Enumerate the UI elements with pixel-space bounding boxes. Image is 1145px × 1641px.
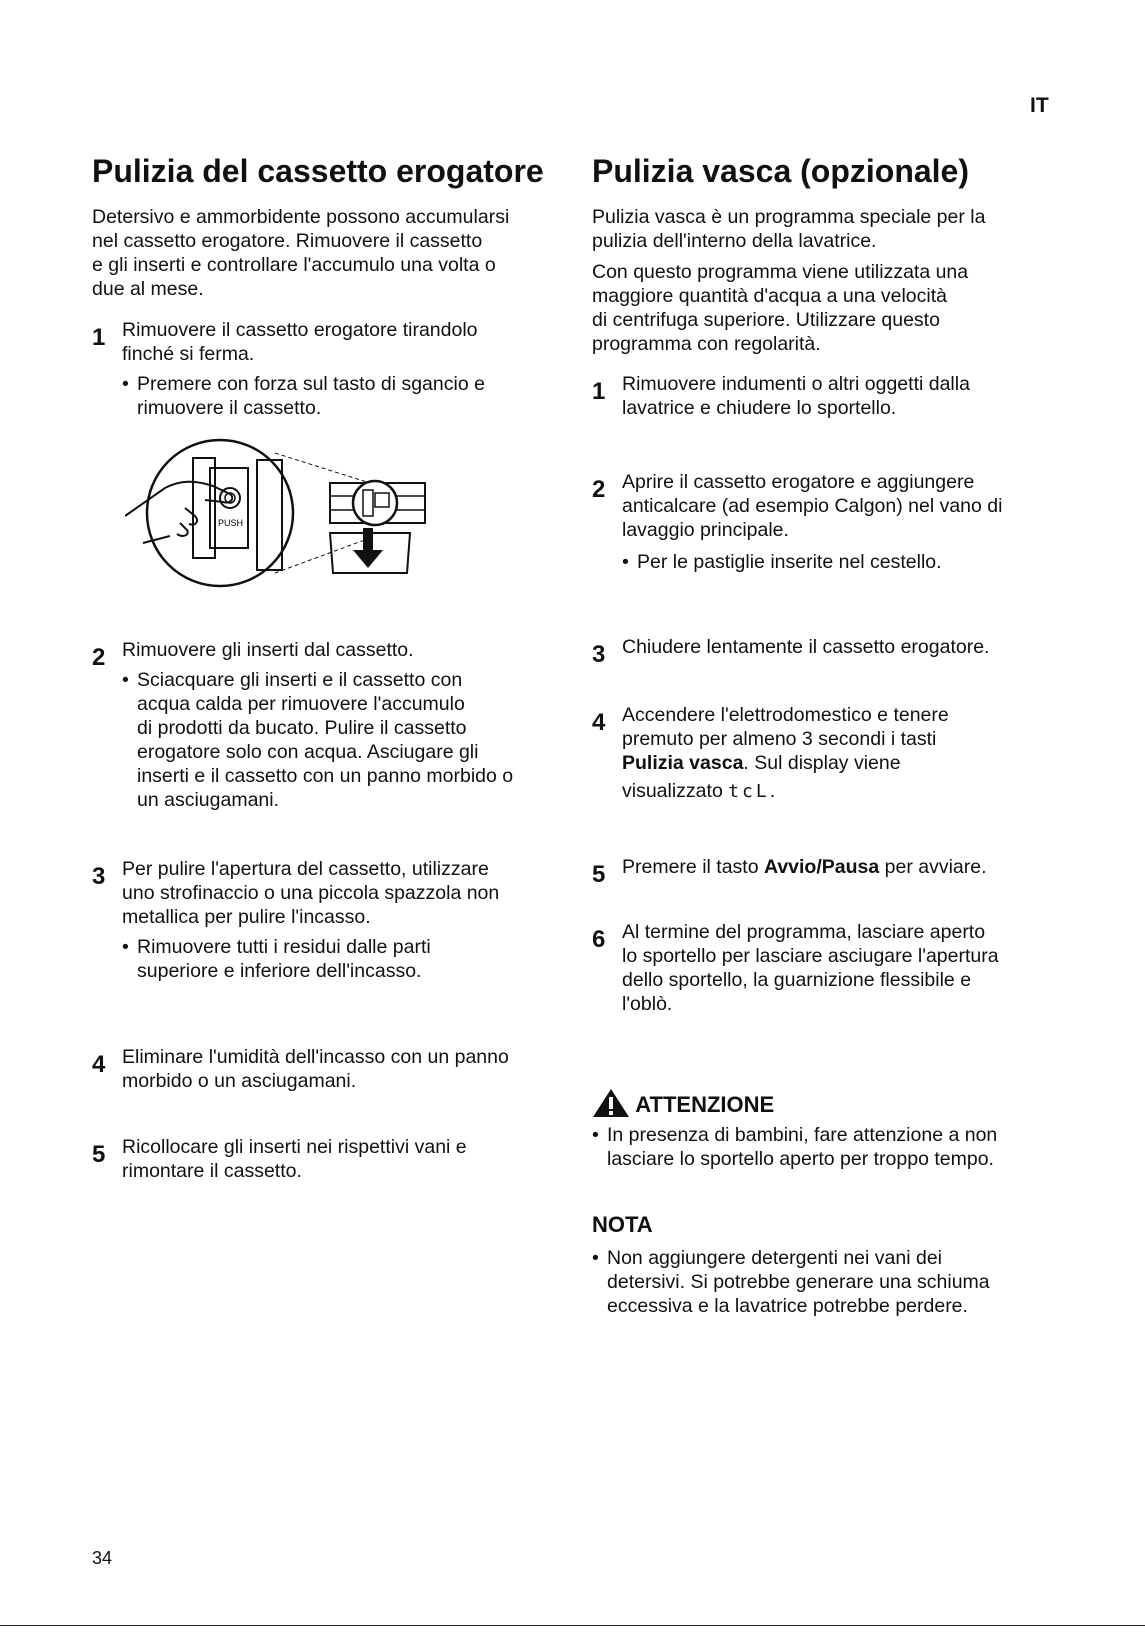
step-number: 6 (592, 926, 606, 953)
warning-title: ATTENZIONE (635, 1092, 775, 1117)
bullet-text: Per le pastiglie inserite nel cestello. (637, 551, 942, 573)
left-intro-line: nel cassetto erogatore. Rimuovere il cassetto (92, 230, 483, 252)
step-text: Rimuovere gli inserti dal cassetto. (122, 639, 414, 661)
note-title: NOTA (592, 1212, 653, 1237)
footer-divider (0, 1625, 1145, 1626)
drawer-illustration-svg (125, 438, 455, 588)
step-text: Accendere l'elettrodomestico e tenere (622, 704, 949, 726)
step-text: lavaggio principale. (622, 519, 789, 541)
left-intro (92, 205, 509, 301)
step-text: lavatrice e chiudere lo sportello. (622, 397, 897, 419)
warning-icon (592, 1088, 630, 1118)
step-text: morbido o un asciugamani. (122, 1070, 357, 1092)
display-code: tcL (728, 781, 770, 802)
right-intro-line: Con questo programma viene utilizzata una (592, 261, 969, 283)
step-number: 1 (592, 378, 606, 405)
program-name: Pulizia vasca (622, 752, 744, 774)
step-number: 3 (592, 641, 606, 668)
warning-heading (592, 1088, 774, 1118)
step-text: finché si ferma. (122, 343, 255, 365)
bullet-text: inserti e il cassetto con un panno morbido o (137, 765, 514, 787)
step-text: Per pulire l'apertura del cassetto, utilizzare (122, 858, 489, 880)
left-intro-line: e gli inserti e controllare l'accumulo una volta o (92, 254, 496, 276)
button-name: Avvio/Pausa (763, 856, 880, 878)
step-text: Aprire il cassetto erogatore e aggiungere (622, 471, 975, 493)
note-text: eccessiva e la lavatrice potrebbe perdere. (607, 1295, 968, 1317)
right-section-title: Pulizia vasca (opzionale) (592, 153, 969, 189)
right-intro-line: maggiore quantità d'acqua a una velocità (592, 285, 947, 307)
step-text: premuto per almeno 3 secondi i tasti (622, 728, 937, 750)
step-text: rimontare il cassetto. (122, 1160, 302, 1182)
bullet-text: Sciacquare gli inserti e il cassetto con (137, 669, 463, 691)
note-text: Non aggiungere detergenti nei vani dei (607, 1247, 942, 1269)
step-number: 5 (592, 861, 606, 888)
left-intro-line: due al mese. (92, 278, 204, 300)
step-number: 4 (92, 1051, 106, 1078)
step-text: dello sportello, la guarnizione flessibile e (622, 969, 972, 991)
language-code: IT (1030, 94, 1049, 117)
bullet-text: erogatore solo con acqua. Asciugare gli (137, 741, 479, 763)
left-section-title: Pulizia del cassetto erogatore (92, 153, 544, 189)
step-text: Rimuovere il cassetto erogatore tirandolo (122, 319, 478, 341)
push-label: PUSH (218, 518, 244, 528)
right-intro-line: programma con regolarità. (592, 333, 821, 355)
step-number: 5 (92, 1141, 106, 1168)
step-text: Chiudere lentamente il cassetto erogatore. (622, 636, 990, 658)
step-text: visualizzato (622, 780, 723, 802)
warning-text: lasciare lo sportello aperto per troppo tempo. (607, 1148, 994, 1170)
step-number: 2 (92, 644, 106, 671)
step-number: 4 (592, 709, 606, 736)
bullet-text: Premere con forza sul tasto di sgancio e (137, 373, 485, 395)
step-text: Eliminare l'umidità dell'incasso con un panno (122, 1046, 509, 1068)
step-number: 3 (92, 863, 106, 890)
step-text: metallica per pulire l'incasso. (122, 906, 371, 928)
right-intro-line: pulizia dell'interno della lavatrice. (592, 230, 877, 252)
left-intro-line: Detersivo e ammorbidente possono accumularsi (92, 206, 510, 228)
step-text: Al termine del programma, lasciare aperto (622, 921, 986, 943)
step-text: . Sul display viene (743, 752, 901, 774)
step-text: Premere il tasto (622, 856, 764, 878)
step-text: anticalcare (ad esempio Calgon) nel vano di (622, 495, 1003, 517)
bullet-text: di prodotti da bucato. Pulire il cassetto (137, 717, 467, 739)
step-text: l'oblò. (622, 993, 673, 1015)
bullet-text: superiore e inferiore dell'incasso. (137, 960, 422, 982)
note-text: detersivi. Si potrebbe generare una schiuma (607, 1271, 990, 1293)
right-intro-1 (592, 205, 985, 253)
page-number: 34 (92, 1548, 113, 1568)
right-intro-line: Pulizia vasca è un programma speciale per la (592, 206, 986, 228)
step-text: lo sportello per lasciare asciugare l'apertura (622, 945, 999, 967)
right-intro-2 (592, 260, 968, 356)
step-text: per avviare. (879, 856, 987, 878)
step-text: uno strofinaccio o una piccola spazzola non (122, 882, 500, 904)
bullet-text: un asciugamani. (137, 789, 280, 811)
step-text: . (769, 780, 776, 802)
bullet-text: Rimuovere tutti i residui dalle parti (137, 936, 431, 958)
step-text: Ricollocare gli inserti nei rispettivi vani e (122, 1136, 467, 1158)
step-number: 2 (592, 476, 606, 503)
right-intro-line: di centrifuga superiore. Utilizzare questo (592, 309, 940, 331)
step-number: 1 (92, 324, 106, 351)
bullet-text: acqua calda per rimuovere l'accumulo (137, 693, 465, 715)
drawer-removal-illustration (125, 438, 455, 588)
bullet-text: rimuovere il cassetto. (137, 397, 322, 419)
warning-text: In presenza di bambini, fare attenzione a non (607, 1124, 998, 1146)
step-text: Rimuovere indumenti o altri oggetti dalla (622, 373, 970, 395)
